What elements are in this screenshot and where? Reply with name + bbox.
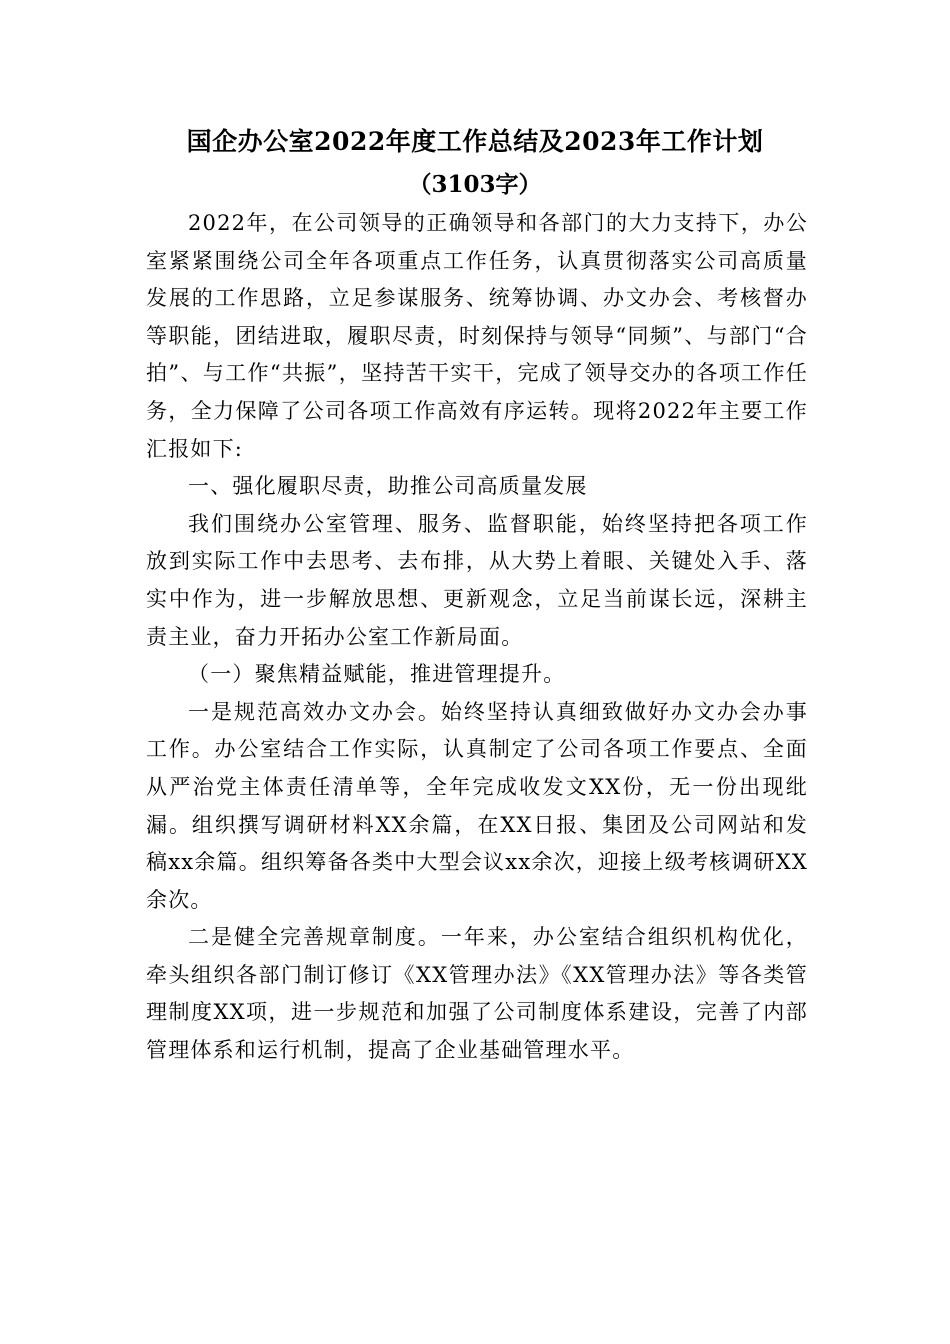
subsection-heading-1: （一）聚焦精益赋能，推进管理提升。 xyxy=(188,662,566,687)
document-word-count: （3103字） xyxy=(408,171,542,198)
document-title: 国企办公室2022年度工作总结及2023年工作计划 xyxy=(186,127,764,156)
section-1-paragraph: 我们围绕办公室管理、服务、监督职能，始终坚持把各项工作放到实际工作中去思考、去布排，从大势上着眼、关键处入手、落实中作为，进一步解放思想、更新观念，立足当前谋长远，深耕主责主业，奋力开拓办公室工作新局面。 xyxy=(146,511,808,649)
item-1-paragraph: 一是规范高效办文办会。始终坚持认真细致做好办文办会办事工作。办公室结合工作实际，认真制定了公司各项工作要点、全面从严治党主体责任清单等，全年完成收发文XX份，无一份出现纰漏。组织撰写调研材料XX余篇，在XX日报、集团及公司网站和发稿xx余篇。组织筹备各类中大型会议xx余次，迎接上级考核调研XX余次。 xyxy=(146,699,808,912)
document-body xyxy=(146,205,808,1070)
section-heading-1: 一、强化履职尽责，助推公司高质量发展 xyxy=(188,474,588,499)
item-2-paragraph: 二是健全完善规章制度。一年来，办公室结合组织机构优化，牵头组织各部门制订修订《XX管理办法》《XX管理办法》等各类管理制度XX项，进一步规范和加强了公司制度体系建设，完善了内部管理体系和运行机制，提高了企业基础管理水平。 xyxy=(146,925,808,1063)
intro-paragraph: 2022年，在公司领导的正确领导和各部门的大力支持下，办公室紧紧围绕公司全年各项重点工作任务，认真贯彻落实公司高质量发展的工作思路，立足参谋服务、统筹协调、办文办会、考核督办等职能，团结进取，履职尽责，时刻保持与领导“同频”、与部门“合拍”、与工作“共振”，坚持苦干实干，完成了领导交办的各项工作任务，全力保障了公司各项工作高效有序运转。现将2022年主要工作汇报如下: xyxy=(146,211,808,461)
